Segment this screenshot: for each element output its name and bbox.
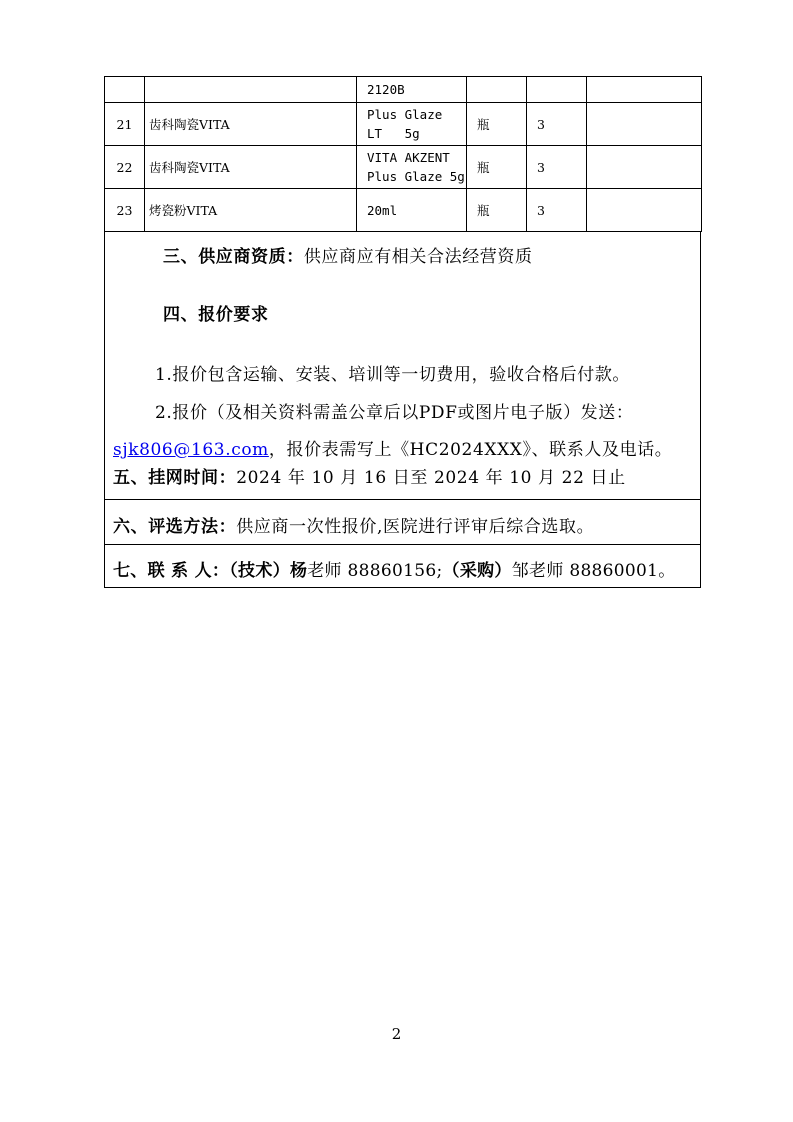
spec-cell xyxy=(357,77,467,103)
section-3-line xyxy=(163,242,533,267)
quantity-cell: 3 xyxy=(527,189,587,232)
row-number-cell: 21 xyxy=(105,103,145,146)
requirements-section xyxy=(104,232,701,472)
row-number-cell xyxy=(105,77,145,103)
section-4-item-2: 2.报价（及相关资料需盖公章后以PDF或图片电子版）发送： xyxy=(155,403,634,423)
spec-cell xyxy=(357,103,467,146)
section-4-item-2-cont xyxy=(113,435,672,460)
document-body xyxy=(104,76,701,588)
row-number-cell: 23 xyxy=(105,189,145,232)
table-row xyxy=(105,77,702,103)
spec-line: Plus Glaze 5g xyxy=(367,169,465,184)
section-7-tech-text: 老师 88860156; xyxy=(307,561,443,581)
spec-line: 2120B xyxy=(367,82,405,97)
spec-cell xyxy=(357,189,467,232)
item-name-cell: 齿科陶瓷VITA xyxy=(145,146,357,189)
email-link[interactable]: sjk806@163.com xyxy=(113,440,269,460)
spec-line: 20ml xyxy=(367,202,398,218)
spec-line: Plus Glaze xyxy=(367,107,443,122)
unit-cell: 瓶 xyxy=(467,103,527,146)
quantity-cell xyxy=(527,77,587,103)
section-3-text: 供应商应有相关合法经营资质 xyxy=(303,247,533,267)
table-row xyxy=(105,146,702,189)
note-cell xyxy=(587,77,702,103)
spec-line: VITA AKZENT xyxy=(367,150,450,165)
item-name-cell xyxy=(145,77,357,103)
section-6-text: 供应商一次性报价,医院进行评审后综合选取。 xyxy=(236,517,595,537)
section-7-purchase-text: 邹老师 88860001。 xyxy=(511,561,676,581)
quantity-cell: 3 xyxy=(527,146,587,189)
spec-line: LT 5g xyxy=(367,126,420,141)
section-5-line xyxy=(113,463,626,488)
row-number-cell: 22 xyxy=(105,146,145,189)
quantity-cell: 3 xyxy=(527,103,587,146)
section-4-item-2-cont-text: ，报价表需写上《HC2024XXX》、联系人及电话。 xyxy=(268,440,673,460)
note-cell xyxy=(587,189,702,232)
unit-cell: 瓶 xyxy=(467,146,527,189)
section-6-heading: 六、评选方法： xyxy=(113,517,237,537)
table-row xyxy=(105,103,702,146)
section-7-tech-label: （技术）杨 xyxy=(229,561,308,581)
section-4-heading: 四、报价要求 xyxy=(163,305,269,325)
note-cell xyxy=(587,103,702,146)
note-cell xyxy=(587,146,702,189)
section-4-item-1: 1.报价包含运输、安装、培训等一切费用，验收合格后付款。 xyxy=(155,365,631,385)
section-3-heading: 三、供应商资质： xyxy=(163,247,304,267)
section-6-row xyxy=(104,499,701,544)
spec-cell xyxy=(357,146,467,189)
section-7-row xyxy=(104,544,701,588)
table-row xyxy=(105,189,702,232)
unit-cell xyxy=(467,77,527,103)
section-7-purchase-label: （采购） xyxy=(442,561,512,581)
items-table xyxy=(104,76,702,232)
item-name-cell: 烤瓷粉VITA xyxy=(145,189,357,232)
section-6-line xyxy=(113,512,594,537)
unit-cell: 瓶 xyxy=(467,189,527,232)
section-5-row xyxy=(104,468,701,499)
section-5-text: 2024 年 10 月 16 日至 2024 年 10 月 22 日止 xyxy=(236,468,626,488)
section-7-heading: 七、联 系 人： xyxy=(113,561,230,581)
section-5-heading: 五、挂网时间： xyxy=(113,468,237,488)
section-7-line xyxy=(113,556,676,581)
item-name-cell: 齿科陶瓷VITA xyxy=(145,103,357,146)
page-number: 2 xyxy=(391,1025,402,1043)
